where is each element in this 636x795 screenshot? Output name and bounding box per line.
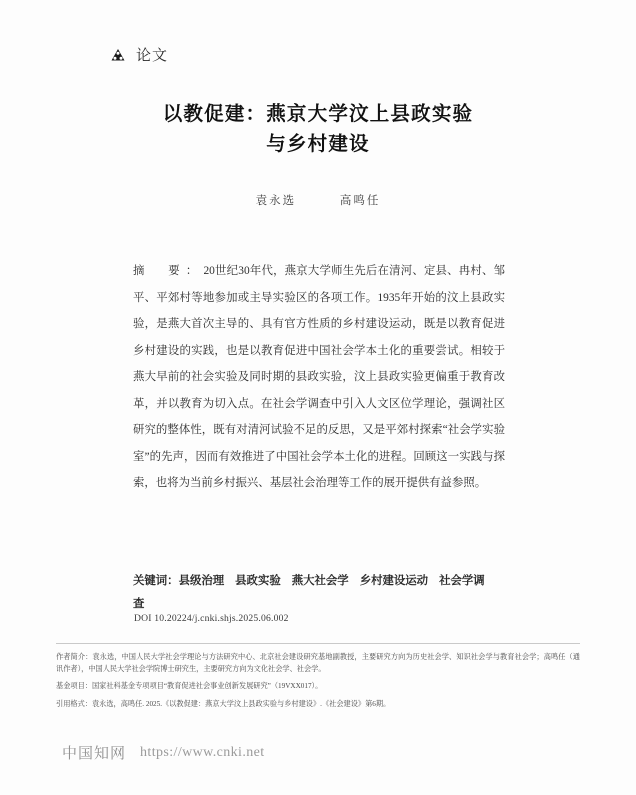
triangle-dots-logo-icon xyxy=(108,45,128,65)
title-line-2: 与乡村建设 xyxy=(266,134,370,155)
footnote-citation: 引用格式：袁永选，高鸣任. 2025.《以教促建：燕京大学汶上县政实验与乡村建设》.《社会建设》第6期。 xyxy=(56,699,391,708)
keyword-item: 乡村建设运动 xyxy=(359,575,429,587)
keyword-item: 社会学调查 xyxy=(133,575,485,610)
keyword-item: 县级治理 xyxy=(178,575,225,587)
section-label: 论文 xyxy=(136,48,169,64)
abstract-text: 20世纪30年代，燕京大学师生先后在清河、定县、冉村、邹平、平郊村等地参加或主导实验区的各项工作。1935年开始的汶上县政实验，是燕大首次主导的、具有官方性质的乡村建设运动，既是以教育促进乡村建设的实践，也是以教育促进中国社会学本土化的重要尝试。相较于燕大早前的社会实验及同时期的县政实验，汶上县政实验更偏重于教育改革，并以教育为切入点。在社会学调查中引入人文区位学理论，强调社区研究的整体性，既有对清河试验不足的反思，又是平郊村探索“社会学实验室”的先声，因而有效推进了中国社会学本土化的进程。回顾这一实践与探索，也将为当前乡村振兴、基层社会治理等工作的展开提供有益参照。 xyxy=(133,265,505,489)
keywords-block xyxy=(133,570,505,616)
abstract-label: 摘 要： xyxy=(133,265,204,277)
footnote-divider xyxy=(56,643,580,644)
keyword-item: 燕大社会学 xyxy=(291,575,349,587)
keywords-label: 关键词： xyxy=(133,575,179,587)
document-header xyxy=(108,44,168,65)
footnote-author-bio: 作者简介：袁永选，中国人民大学社会学理论与方法研究中心、北京社会建设研究基地副教授，主要研究方向为历史社会学、知识社会学与教育社会学；高鸣任（通讯作者），中国人民大学社会学院博士研究生，主要研究方向为文化社会学、社会学。 xyxy=(56,653,580,673)
footnotes-block xyxy=(56,652,580,710)
author-2: 高鸣任 xyxy=(339,195,381,207)
cnki-watermark xyxy=(62,742,265,763)
cnki-brand-label: 中国知网 xyxy=(62,746,127,762)
abstract-block xyxy=(133,258,505,497)
page-title xyxy=(0,100,636,160)
title-line-1: 以教促建：燕京大学汶上县政实验 xyxy=(162,104,474,125)
author-1: 袁永选 xyxy=(255,195,297,207)
cnki-url-label: https://www.cnki.net xyxy=(140,744,265,760)
keyword-item: 县政实验 xyxy=(235,575,281,587)
author-list xyxy=(0,192,636,208)
doi-text: DOI 10.20224/j.cnki.shjs.2025.06.002 xyxy=(134,613,289,624)
footnote-funding: 基金项目：国家社科基金专项项目“教育促进社会事业创新发展研究”（19VXX017）。 xyxy=(56,682,323,690)
